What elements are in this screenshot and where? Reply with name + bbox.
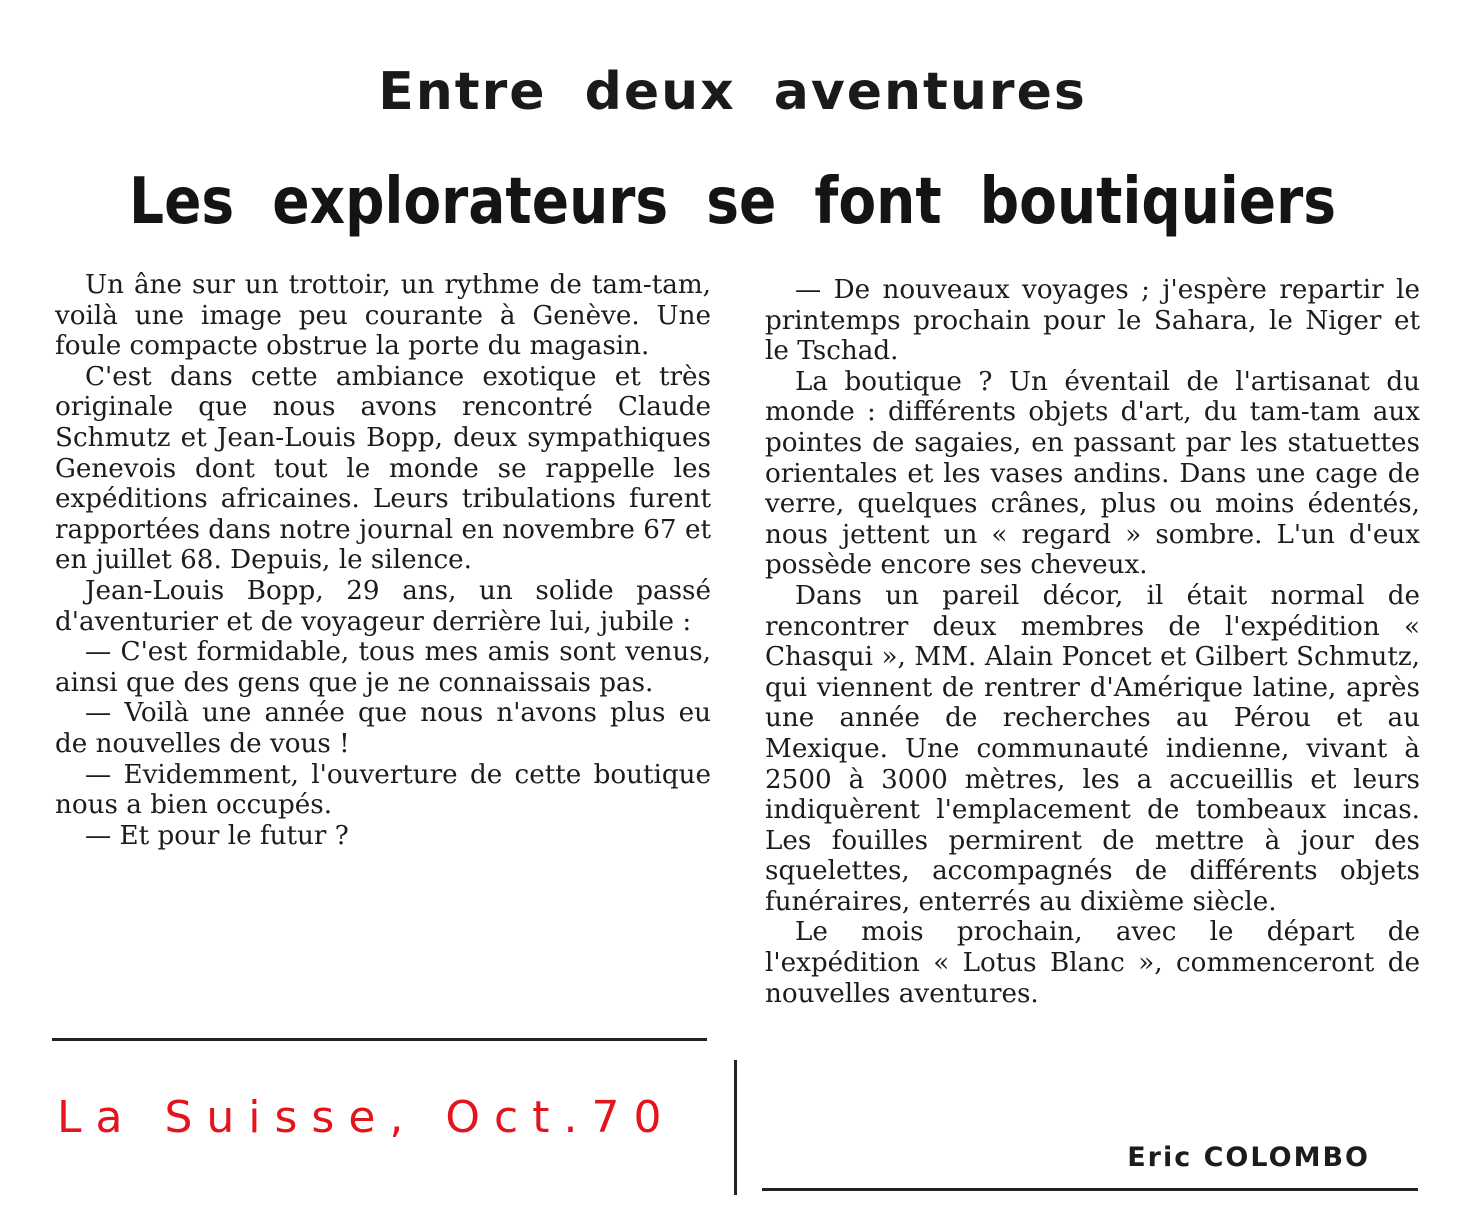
author-signature: Eric COLOMBO bbox=[1127, 1142, 1370, 1173]
source-annotation: La Suisse, Oct.70 bbox=[57, 1092, 676, 1143]
article-paragraph: — Voilà une année que nous n'avons plus eu de nouvelles de vous ! bbox=[55, 698, 711, 759]
article-headline: Les explorateurs se font boutiquiers bbox=[128, 165, 1337, 239]
article-paragraph: C'est dans cette ambiance exotique et très originale que nous avons rencontré Claude Schmutz et Jean-Louis Bopp, deux sympathiques Genevois dont tout le monde se rappelle les expéditions africaines. Leurs tribulations furent rapportées dans notre journal en novembre 67 et en juillet 68. Depuis, le silence. bbox=[55, 361, 711, 576]
column-divider-rule bbox=[734, 1060, 737, 1195]
article-paragraph: Un âne sur un trottoir, un rythme de tam-tam, voilà une image peu courante à Genève. Une foule compacte obstrue la porte du magasin. bbox=[55, 270, 711, 362]
column-end-rule-left bbox=[52, 1038, 707, 1041]
article-paragraph: — C'est formidable, tous mes amis sont venus, ainsi que des gens que je ne connaissais pas. bbox=[55, 637, 711, 698]
article-paragraph: Le mois prochain, avec le départ de l'expédition « Lotus Blanc », commenceront de nouvelles aventures. bbox=[765, 917, 1420, 1009]
article-paragraph: La boutique ? Un éventail de l'artisanat du monde : différents objets d'art, du tam-tam aux pointes de sagaies, en passant par les statuettes orientales et les vases andins. Dans une cage de verre, quelques crânes, plus ou moins édentés, nous jettent un « regard » sombre. L'un d'eux possède encore ses cheveux. bbox=[765, 366, 1420, 581]
article-paragraph: — De nouveaux voyages ; j'espère repartir le printemps prochain pour le Sahara, le Niger et le Tschad. bbox=[765, 275, 1420, 367]
article-paragraph: — Evidemment, l'ouverture de cette boutique nous a bien occupés. bbox=[55, 759, 711, 821]
article-end-rule bbox=[762, 1188, 1418, 1191]
article-paragraph: Jean-Louis Bopp, 29 ans, un solide passé d'aventurier et de voyageur derrière lui, jubile : bbox=[55, 575, 711, 637]
article-column-left bbox=[55, 270, 711, 851]
article-kicker: Entre deux aventures bbox=[378, 62, 1087, 122]
article-paragraph: Dans un pareil décor, il était normal de rencontrer deux membres de l'expédition « Chasqui », MM. Alain Poncet et Gilbert Schmutz, qui viennent de rentrer d'Amérique latine, après une année de recherches au Pérou et au Mexique. Une communauté indienne, vivant à 2500 à 3000 mètres, les a accueillis et leurs indiquèrent l'emplacement de tombeaux incas. Les fouilles permirent de mettre à jour des squelettes, accompagnés de différents objets funéraires, enterrés au dixième siècle. bbox=[765, 580, 1420, 917]
article-paragraph: — Et pour le futur ? bbox=[85, 820, 349, 851]
article-column-right bbox=[765, 275, 1420, 1009]
